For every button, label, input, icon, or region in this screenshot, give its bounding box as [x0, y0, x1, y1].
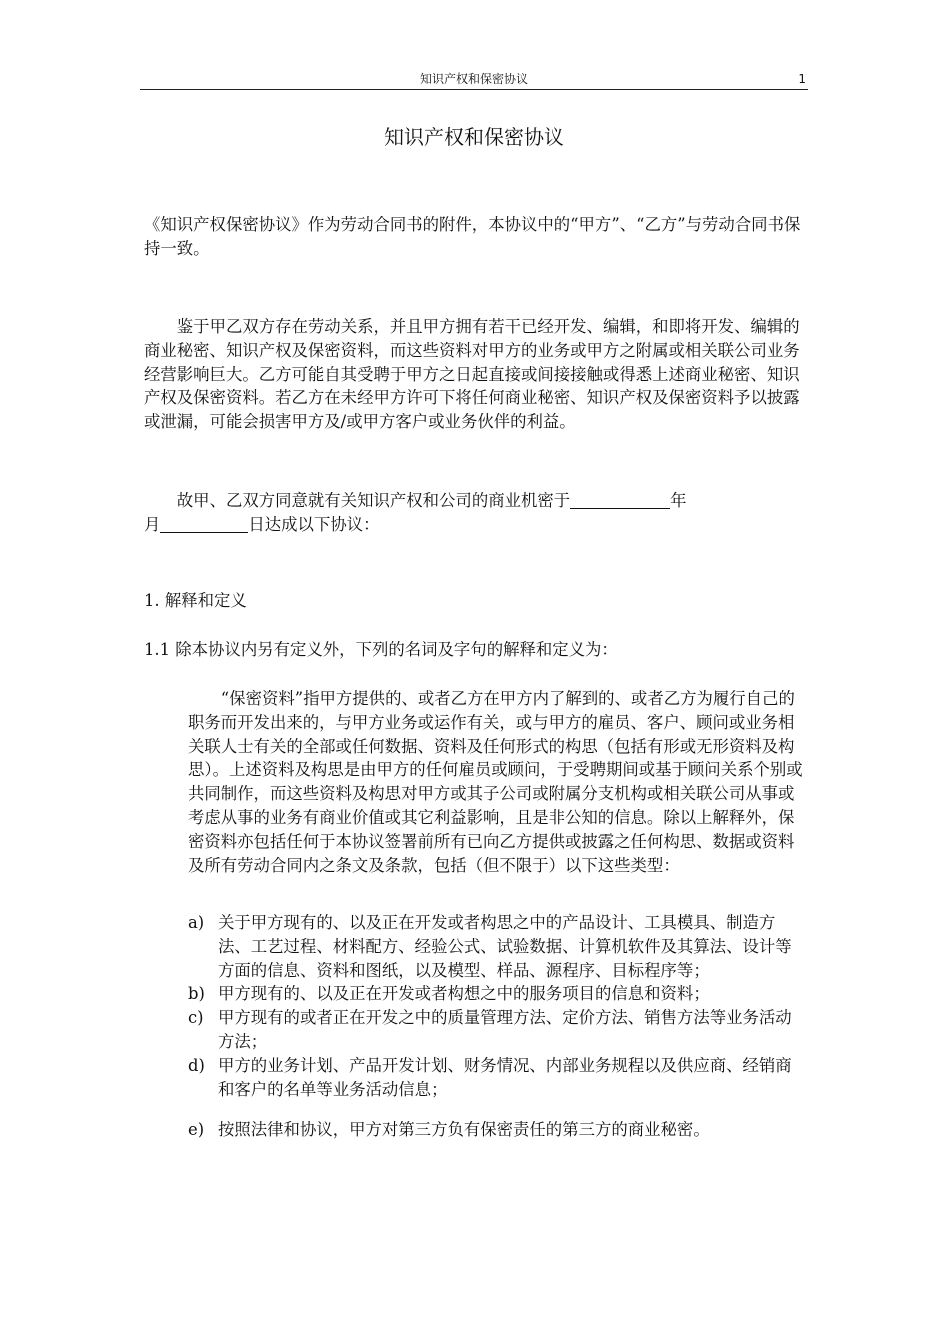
page-header: [140, 72, 808, 90]
section-1-heading: 1. 解释和定义: [144, 591, 247, 610]
agreement-text-4: 日达成以下协议：: [248, 514, 380, 534]
header-title: 知识产权和保密协议: [419, 72, 528, 86]
clause-1-1: 1.1 除本协议内另有定义外，下列的名词及字句的解释和定义为：: [144, 640, 618, 659]
list-marker: a): [188, 913, 205, 932]
list-marker: d): [188, 1055, 205, 1075]
day-blank: [160, 514, 248, 533]
list-item-text: 甲方现有的、以及正在开发或者构想之中的服务项目的信息和资料；: [218, 984, 710, 1004]
list-item: [188, 911, 808, 982]
list-item-text: 甲方的业务计划、产品开发计划、财务情况、内部业务规程以及供应商、经销商和客户的名单等业务活动信息；: [218, 1055, 792, 1099]
list-item-text: 甲方现有的或者正在开发之中的质量管理方法、定价方法、销售方法等业务活动方法；: [218, 1008, 792, 1051]
list-marker: b): [188, 984, 205, 1004]
agreement-text-2: 年: [670, 491, 687, 510]
year-blank: [570, 490, 670, 509]
recital-paragraph: 鉴于甲乙双方存在劳动关系，并且甲方拥有若干已经开发、编辑，和即将开发、编辑的商业秘密、知识产权及保密资料，而这些资料对甲方的业务或甲方之附属或相关联公司业务经营影响巨大。乙方可能自其受聘于甲方之日起直接或间接接触或得悉上述商业秘密、知识产权及保密资料。若乙方在未经甲方许可下将任何商业秘密、知识产权及保密资料予以披露或泄漏，可能会损害甲方及/或甲方客户或业务伙伴的利益。: [144, 317, 800, 432]
list-item: [188, 1006, 808, 1054]
list-item: [188, 1054, 808, 1102]
list-marker: c): [188, 1008, 204, 1028]
document-title: 知识产权和保密协议: [384, 125, 564, 149]
list-item-text: 关于甲方现有的、以及正在开发或者构思之中的产品设计、工具模具、制造方法、工艺过程、材料配方、经验公式、试验数据、计算机软件及其算法、设计等方面的信息、资料和图纸，以及模型、样品、源程序、目标程序等；: [218, 913, 792, 980]
agreement-text-1: 故甲、乙双方同意就有关知识产权和公司的商业机密于: [176, 491, 571, 510]
list-item: [188, 1118, 808, 1142]
list-marker: e): [188, 1120, 205, 1140]
agreement-text-3: 月: [144, 514, 161, 534]
page-number: 1: [798, 72, 806, 86]
definition-list: [188, 911, 808, 1142]
intro-paragraph: 《知识产权保密协议》作为劳动合同书的附件，本协议中的“甲方”、“乙方”与劳动合同书保持一致。: [144, 215, 801, 258]
definition-paragraph: “保密资料”指甲方提供的、或者乙方在甲方内了解到的、或者乙方为履行自己的职务而开发出来的，与甲方业务或运作有关，或与甲方的雇员、客户、顾问或业务相关联人士有关的全部或任何数据、资料及任何形式的构思（包括有形或无形资料及构思）。上述资料及构思是由甲方的任何雇员或顾问，于受聘期间或基于顾问关系个别或共同制作，而这些资料及构思对甲方或其子公司或附属分支机构或相关联公司从事或考虑从事的业务有商业价值或其它利益影响，且是非公知的信息。除以上解释外，保密资料亦包括任何于本协议签署前所有已向乙方提供或披露之任何构思、数据或资料及所有劳动合同内之条文及条款，包括（但不限于）以下这些类型：: [188, 689, 803, 875]
list-item: [188, 982, 808, 1006]
agreement-paragraph: [144, 489, 808, 537]
list-item-text: 按照法律和协议，甲方对第三方负有保密责任的第三方的商业秘密。: [218, 1120, 710, 1140]
